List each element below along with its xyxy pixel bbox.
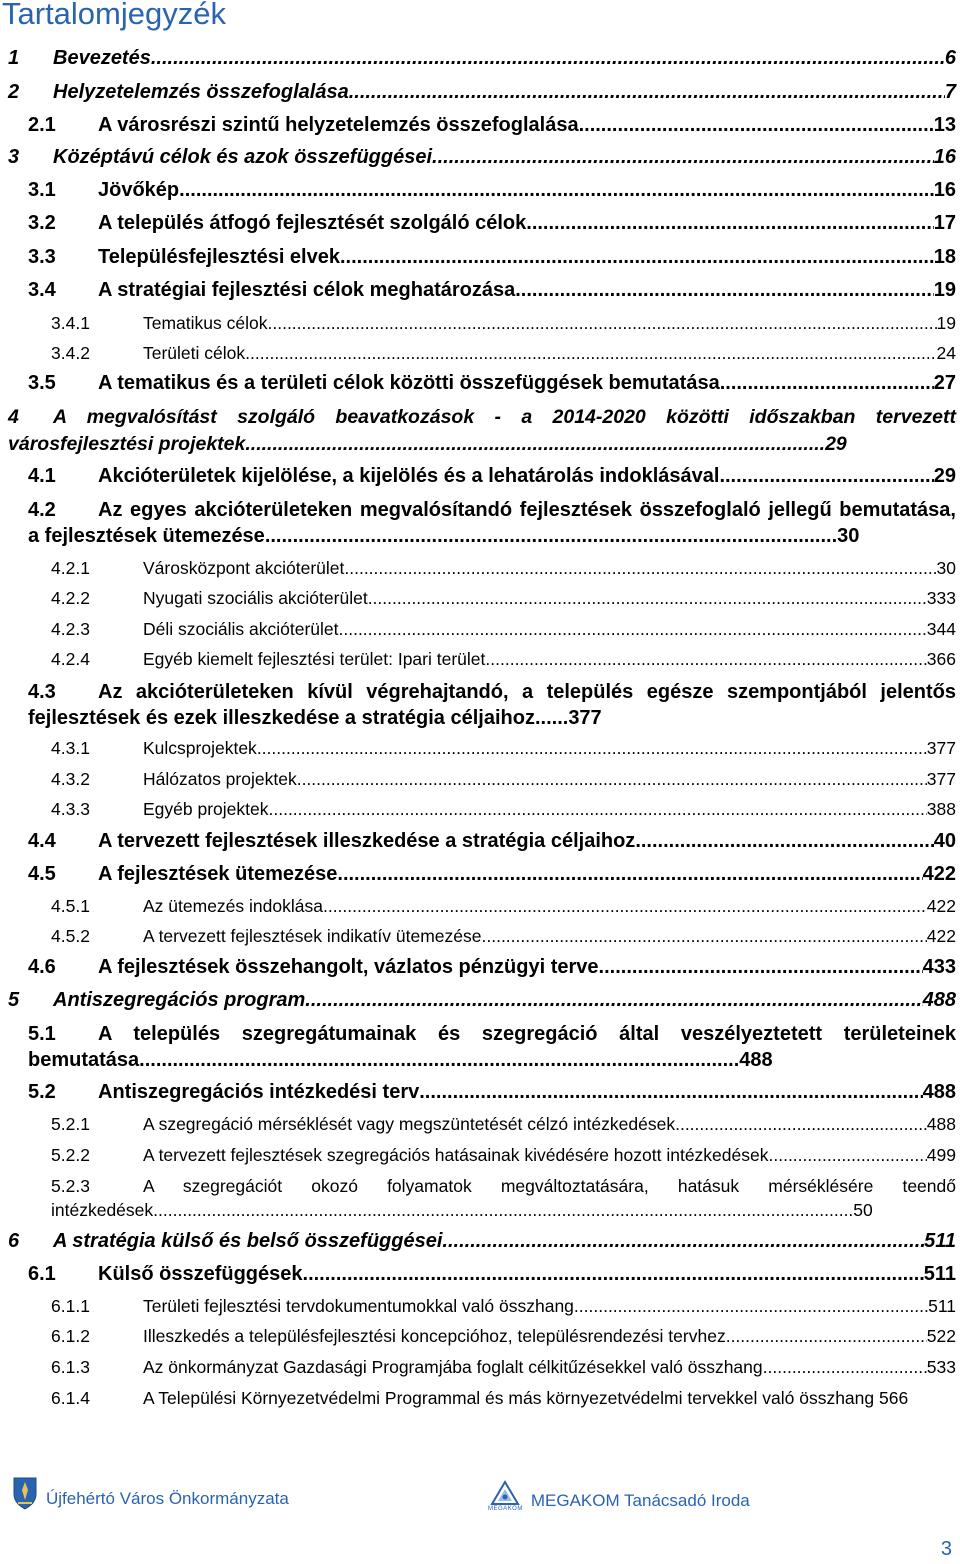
toc-entry-title: A megvalósítást szolgáló beavatkozások - a 2014-2020 közötti időszakban tervezett városfejlesztési projektek <box>8 406 956 455</box>
toc-entry-title: A tervezett fejlesztések szegregációs hatásainak kivédésére hozott intézkedések <box>143 1145 769 1165</box>
megakom-logo-caption: MEGAKOM <box>488 1506 523 1512</box>
toc-entry-page: 7 <box>944 81 956 103</box>
toc-entry-3-4-2[interactable] <box>8 343 956 364</box>
toc-entry-number: 4.3.3 <box>51 799 90 819</box>
coat-of-arms-icon <box>12 1476 38 1510</box>
toc-entry-number: 4.5.2 <box>51 926 90 946</box>
toc-entry-6-1-2[interactable] <box>8 1326 956 1347</box>
page-footer <box>0 1470 960 1564</box>
toc-entry-title: A település szegregátumainak és szegregáció által veszélyeztetett területeinek bemutatása <box>28 1023 956 1071</box>
toc-entry-number: 4.4 <box>28 830 56 852</box>
toc-entry-4-5-2[interactable] <box>8 926 956 947</box>
toc-entry-4-2-2[interactable] <box>8 588 956 609</box>
toc-entry-title: A stratégia külső és belső összefüggései <box>53 1230 443 1252</box>
toc-entry-title: Illeszkedés a településfejlesztési koncepcióhoz, településrendezési tervhez <box>143 1326 726 1346</box>
toc-entry-title: Egyéb kiemelt fejlesztési terület: Ipari terület <box>143 649 486 669</box>
toc-leader <box>579 114 934 137</box>
toc-leader <box>349 81 945 104</box>
toc-entry-4-3-1[interactable] <box>8 738 956 759</box>
toc-entry-title: Bevezetés <box>53 47 151 69</box>
toc-entry-page: 488 <box>926 1114 956 1134</box>
toc-entry-title: Területi fejlesztési tervdokumentumokkal való összhang <box>143 1296 574 1316</box>
toc-entry-number: 4.3.2 <box>51 769 90 789</box>
toc-entry-number: 3.5 <box>28 372 56 394</box>
toc-leader <box>675 1114 927 1135</box>
toc-leader <box>419 1081 922 1104</box>
toc-entry-number: 5.2 <box>28 1081 56 1103</box>
toc-entry-title: A fejlesztések összehangolt, vázlatos pénzügyi terve <box>98 956 599 978</box>
toc-leader <box>482 926 927 947</box>
toc-entry-number: 3.4.1 <box>51 313 90 333</box>
toc-leader: ........................................................................................................... <box>245 433 826 455</box>
toc-entry-page: 522 <box>926 1326 956 1346</box>
toc-leader <box>726 1326 927 1347</box>
toc-entry-title: Akcióterületek kijelölése, a kijelölés és a lehatárolás indoklásával <box>98 465 720 487</box>
toc-entry-page: 422 <box>922 863 956 885</box>
toc-entry-4-2-3[interactable] <box>8 619 956 640</box>
footer-right <box>488 1480 750 1512</box>
toc-leader: ............................................................................................................ <box>139 1049 740 1071</box>
toc-entry-number: 3.4.2 <box>51 343 90 363</box>
toc-leader <box>526 212 933 235</box>
toc-entry-page: 40 <box>933 830 956 852</box>
toc-entry-4-2[interactable] <box>8 497 956 549</box>
toc-entry-number: 5.2.1 <box>51 1114 90 1134</box>
toc-leader: ................................................................................................................................................ <box>153 1200 854 1220</box>
toc-entry-page: 488 <box>922 989 956 1011</box>
toc-entry-page: 377 <box>568 707 602 729</box>
toc-entry-5[interactable] <box>8 989 956 1012</box>
toc-entry-page: 27 <box>933 372 956 394</box>
toc-entry-number: 6 <box>8 1230 20 1252</box>
toc-entry-title: Az önkormányzat Gazdasági Programjába foglalt célkitűzésekkel való összhang <box>143 1357 763 1377</box>
toc-entry-number: 4.2.3 <box>51 619 90 639</box>
toc-entry-number: 4.1 <box>28 465 56 487</box>
toc-entry-title: A tematikus és a területi célok közötti összefüggések bemutatása <box>98 372 720 394</box>
toc-leader <box>574 1296 928 1317</box>
toc-entry-2-1[interactable] <box>8 114 956 137</box>
toc-entry-title: Területi célok <box>143 343 246 363</box>
toc-leader <box>432 146 934 169</box>
toc-entry-number: 4.2.2 <box>51 588 90 608</box>
toc-entry-4-5-1[interactable] <box>8 896 956 917</box>
toc-leader <box>303 1263 924 1286</box>
toc-entry-3-3[interactable] <box>8 246 956 269</box>
toc-entry-2[interactable] <box>8 81 956 104</box>
toc-entry-title: Az akcióterületeken kívül végrehajtandó, a település egésze szempontjából jelentős fejlesztések és ezek illeszkedése a stratégia céljaihoz <box>28 681 956 729</box>
toc-entry-number: 4.6 <box>28 956 56 978</box>
toc-entry-title: A település átfogó fejlesztését szolgáló célok <box>98 212 527 234</box>
toc-entry-number: 4.5 <box>28 863 56 885</box>
toc-entry-number: 4.3.1 <box>51 738 90 758</box>
toc-entry-number: 6.1.4 <box>51 1388 90 1408</box>
toc-entry-page: 17 <box>933 212 956 234</box>
page-title: Tartalomjegyzék <box>2 0 226 31</box>
toc-entry-4[interactable] <box>8 404 956 458</box>
toc-entry-3-1[interactable] <box>8 179 956 202</box>
page-number: 3 <box>940 1538 952 1560</box>
toc-entry-title: Nyugati szociális akcióterület <box>143 588 368 608</box>
toc-entry-title: Településfejlesztési elvek <box>98 246 340 268</box>
toc-leader <box>442 1230 924 1253</box>
toc-entry-number: 3.1 <box>28 179 56 201</box>
toc-entry-number: 2 <box>8 81 20 103</box>
toc-entry-title: A fejlesztések ütemezése <box>98 863 338 885</box>
toc-entry-page: 377 <box>926 769 956 789</box>
toc-leader <box>344 558 936 579</box>
toc-entry-number: 4.2.4 <box>51 649 90 669</box>
toc-entry-title: Jövőkép <box>98 179 180 201</box>
toc-entry-title: Tematikus célok <box>143 313 268 333</box>
toc-entry-1[interactable] <box>8 47 956 70</box>
toc-entry-title: A szegregáció mérséklését vagy megszüntetését célzó intézkedések <box>143 1114 676 1134</box>
toc-entry-page: 422 <box>926 926 956 946</box>
toc-entry-page: 29 <box>933 465 956 487</box>
toc-entry-page: 511 <box>923 1263 956 1285</box>
toc-entry-page: 366 <box>926 649 956 669</box>
toc-entry-4-6[interactable] <box>8 956 956 979</box>
toc-entry-page: 499 <box>926 1145 956 1165</box>
toc-leader <box>635 830 933 853</box>
toc-entry-page: 24 <box>936 343 956 363</box>
toc-entry-title: A szegregációt okozó folyamatok megváltoztatására, hatásuk mérséklésére teendő intézkedések <box>51 1176 956 1220</box>
toc-leader <box>323 896 927 917</box>
toc-entry-number: 6.1.1 <box>51 1296 90 1316</box>
toc-entry-3-4-1[interactable] <box>8 313 956 334</box>
toc-entry-3-4[interactable] <box>8 279 956 302</box>
toc-entry-title: A városrészi szintű helyzetelemzés összefoglalása <box>98 114 579 136</box>
toc-entry-3-5[interactable] <box>8 372 956 395</box>
toc-entry-6-1-1[interactable] <box>8 1296 956 1317</box>
toc-leader <box>269 799 927 820</box>
toc-entry-page: 50 <box>853 1200 873 1220</box>
toc-entry-number: 3 <box>8 146 20 168</box>
toc-entry-title: Középtávú célok és azok összefüggései <box>53 146 433 168</box>
toc-leader <box>720 372 934 395</box>
toc-entry-title: Antiszegregációs program <box>53 989 306 1011</box>
toc-leader <box>769 1145 927 1166</box>
toc-entry-page: 566 <box>879 1388 909 1408</box>
toc-leader <box>297 769 927 790</box>
toc-leader <box>245 343 936 364</box>
toc-leader: ....................................................................................................... <box>264 525 838 547</box>
footer-organization: Újfehértó Város Önkormányzata <box>46 1489 289 1508</box>
toc-entry-6-1-4[interactable] <box>8 1386 956 1410</box>
toc-entry-title: A stratégiai fejlesztési célok meghatározása <box>98 279 516 301</box>
toc-entry-number: 4.2 <box>28 499 56 521</box>
toc-entry-6-1-3[interactable] <box>8 1357 956 1378</box>
toc-entry-page: 29 <box>825 433 847 455</box>
toc-leader <box>515 279 934 302</box>
toc-entry-number: 5.2.3 <box>51 1176 90 1196</box>
toc-entry-number: 5.1 <box>28 1023 56 1045</box>
toc-entry-page: 488 <box>739 1049 773 1071</box>
toc-entry-number: 6.1.3 <box>51 1357 90 1377</box>
toc-entry-page: 30 <box>936 558 956 578</box>
toc-entry-4-3[interactable] <box>8 679 956 731</box>
megakom-emblem-icon <box>490 1480 520 1506</box>
toc-entry-page: 18 <box>933 246 956 268</box>
toc-entry-title: Helyzetelemzés összefoglalása <box>53 81 349 103</box>
toc-entry-3-2[interactable] <box>8 212 956 235</box>
toc-entry-number: 6.1.2 <box>51 1326 90 1346</box>
toc-entry-number: 5.2.2 <box>51 1145 90 1165</box>
toc-entry-page: 488 <box>922 1081 956 1103</box>
toc-entry-title: Az ütemezés indoklása <box>143 896 323 916</box>
toc-entry-5-2-2[interactable] <box>8 1145 956 1166</box>
toc-leader <box>340 246 934 269</box>
toc-leader <box>151 47 945 70</box>
toc-entry-page: 422 <box>926 896 956 916</box>
toc-entry-number: 2.1 <box>28 114 56 136</box>
toc-entry-title: A tervezett fejlesztések indikatív ütemezése <box>143 926 482 946</box>
toc-entry-number: 3.4 <box>28 279 56 301</box>
toc-leader <box>485 649 926 670</box>
toc-entry-title: A Települési Környezetvédelmi Programmal és más környezetvédelmi tervekkel való összhang <box>143 1388 875 1408</box>
toc-entry-title: A tervezett fejlesztések illeszkedése a stratégia céljaihoz <box>98 830 636 852</box>
toc-entry-4-2-4[interactable] <box>8 649 956 670</box>
toc-entry-title: Az egyes akcióterületeken megvalósítandó fejlesztések összefoglaló jellegű bemutatása, a fejlesztések ütemezése <box>28 499 956 547</box>
toc-entry-title: Egyéb projektek <box>143 799 269 819</box>
toc-entry-5-2[interactable] <box>8 1081 956 1104</box>
toc-leader <box>337 863 922 886</box>
toc-entry-title: Hálózatos projektek <box>143 769 297 789</box>
toc-leader <box>305 989 922 1012</box>
toc-entry-page: 511 <box>928 1296 956 1316</box>
toc-entry-number: 3.3 <box>28 246 56 268</box>
toc-leader <box>719 465 933 488</box>
toc-entry-number: 4.2.1 <box>51 558 90 578</box>
toc-entry-page: 388 <box>926 799 956 819</box>
toc-entry-page: 19 <box>936 313 956 333</box>
toc-entry-title: Külső összefüggések <box>98 1263 303 1285</box>
toc-entry-page: 30 <box>837 525 860 547</box>
toc-entry-4-3-3[interactable] <box>8 799 956 820</box>
toc-entry-title: Antiszegregációs intézkedési terv <box>98 1081 420 1103</box>
footer-left <box>12 1476 289 1510</box>
toc-entry-page: 533 <box>926 1357 956 1377</box>
toc-entry-number: 4.5.1 <box>51 896 90 916</box>
toc-entry-number: 3.2 <box>28 212 56 234</box>
toc-leader <box>763 1357 927 1378</box>
toc-entry-title: Kulcsprojektek <box>143 738 257 758</box>
toc-entry-page: 19 <box>933 279 956 301</box>
toc-leader <box>179 179 934 202</box>
toc-entry-6[interactable] <box>8 1230 956 1253</box>
toc-entry-4-1[interactable] <box>8 465 956 488</box>
toc-entry-4-2-1[interactable] <box>8 558 956 579</box>
toc-entry-page: 16 <box>933 146 956 168</box>
toc-entry-number: 5 <box>8 989 20 1011</box>
toc-leader <box>368 588 927 609</box>
toc-entry-5-2-3[interactable] <box>8 1174 956 1222</box>
toc-entry-page: 13 <box>933 114 956 136</box>
toc-entry-page: 16 <box>933 179 956 201</box>
toc-leader <box>599 956 923 979</box>
toc-entry-3[interactable] <box>8 146 956 169</box>
toc-entry-5-1[interactable] <box>8 1021 956 1073</box>
toc-entry-4-5[interactable] <box>8 863 956 886</box>
toc-entry-number: 4 <box>8 406 19 428</box>
toc-entry-6-1[interactable] <box>8 1263 956 1286</box>
toc-leader <box>339 619 927 640</box>
toc-leader <box>268 313 937 334</box>
toc-entry-page: 433 <box>922 956 956 978</box>
footer-company: MEGAKOM Tanácsadó Iroda <box>530 1491 750 1510</box>
toc-entry-page: 344 <box>926 619 956 639</box>
toc-entry-page: 377 <box>926 738 956 758</box>
megakom-logo-icon <box>488 1480 523 1512</box>
toc-entry-page: 6 <box>944 47 956 69</box>
toc-entry-4-4[interactable] <box>8 830 956 853</box>
toc-entry-number: 4.3 <box>28 681 56 703</box>
toc-entry-title: Városközpont akcióterület <box>143 558 345 578</box>
toc-leader: ...... <box>534 707 569 729</box>
toc-entry-number: 1 <box>8 47 20 69</box>
toc-entry-page: 333 <box>926 588 956 608</box>
toc-entry-number: 6.1 <box>28 1263 56 1285</box>
toc-entry-page: 511 <box>924 1230 956 1252</box>
toc-entry-title: Déli szociális akcióterület <box>143 619 339 639</box>
toc-entry-4-3-2[interactable] <box>8 769 956 790</box>
toc-entry-5-2-1[interactable] <box>8 1114 956 1135</box>
toc-leader <box>257 738 927 759</box>
